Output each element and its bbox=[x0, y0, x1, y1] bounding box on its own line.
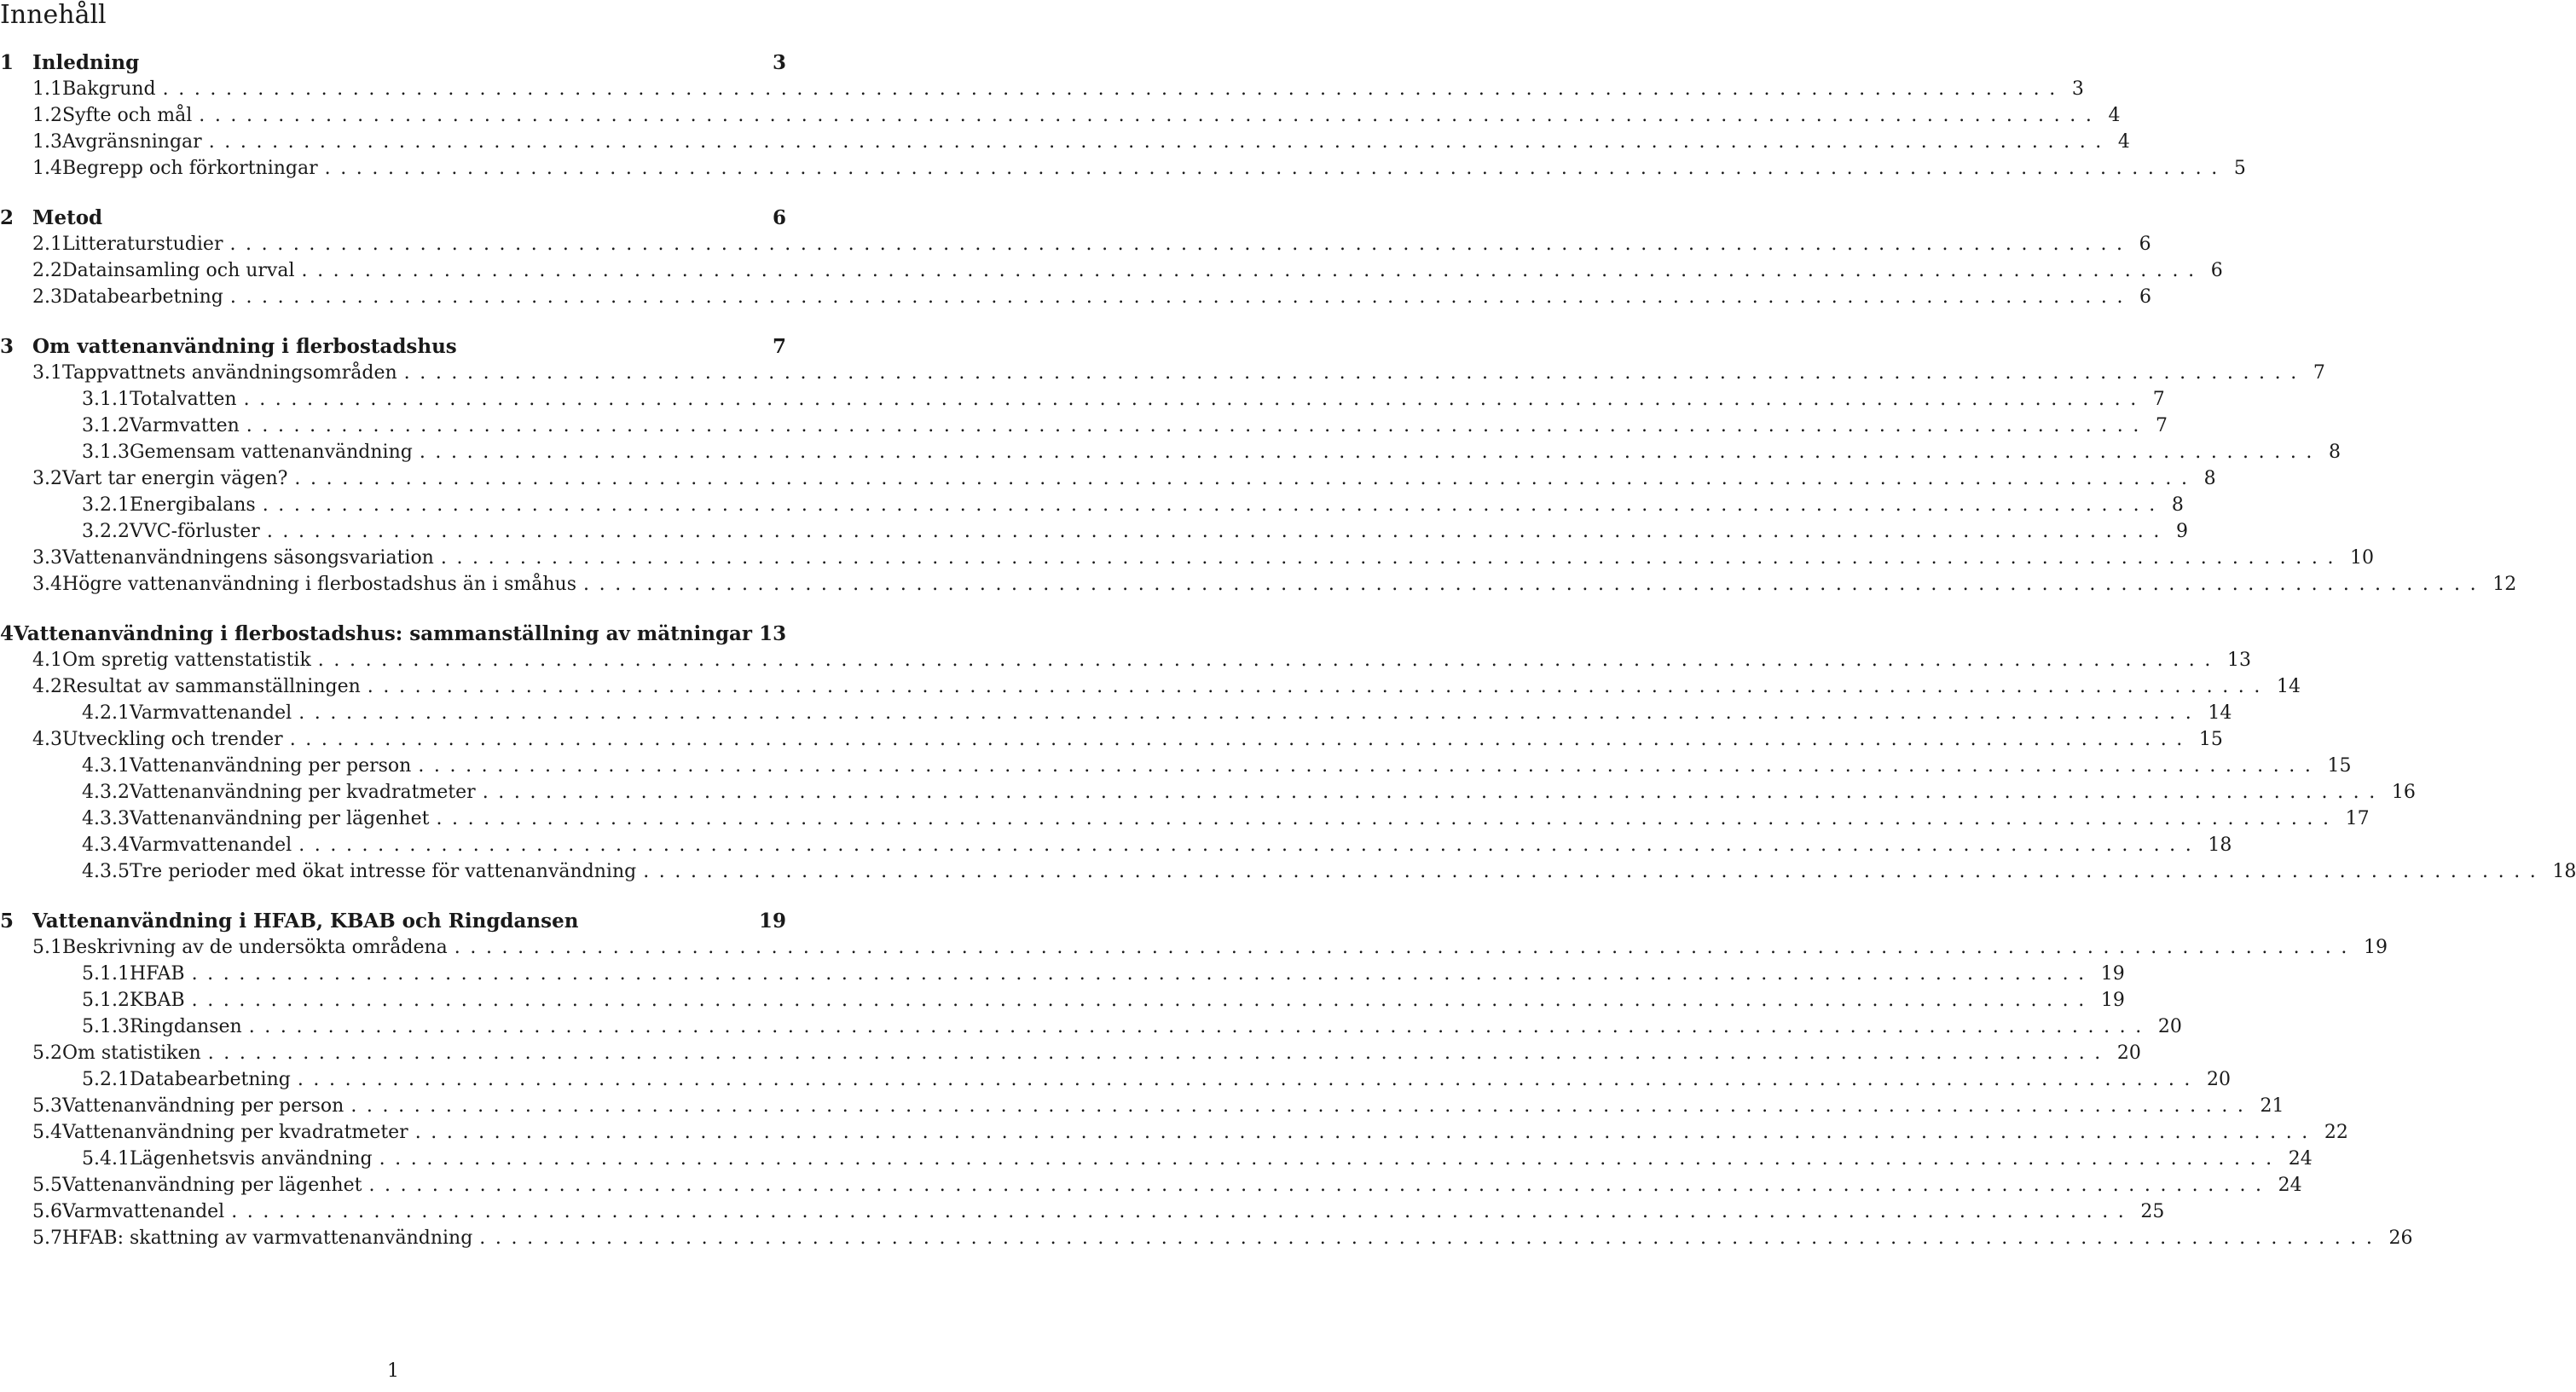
toc-entry-title: Vattenanvändning per lägenhet bbox=[62, 1175, 362, 1196]
dot-leader: ........................................................................................................................ bbox=[350, 1095, 2254, 1117]
toc-entry-number: 2.3 bbox=[32, 286, 62, 308]
toc-entry-section[interactable] bbox=[0, 258, 2223, 284]
toc-entry-number: 3.1.1 bbox=[82, 389, 130, 410]
dot-leader: ........................................................................................................................ bbox=[208, 131, 2111, 153]
dot-leader: ........................................................................................................................ bbox=[229, 234, 2133, 255]
toc-entry-title: Litteraturstudier bbox=[62, 234, 223, 255]
toc-entry-number: 4.3.3 bbox=[82, 808, 130, 829]
toc-entry-title: Vattenanvändning per person bbox=[62, 1095, 344, 1117]
toc-entry-page: 12 bbox=[2492, 574, 2517, 595]
toc-entry-title: Databearbetning bbox=[129, 1069, 291, 1090]
toc-entry-number: 4.3.4 bbox=[82, 835, 130, 856]
toc-entry-page: 6 bbox=[2210, 260, 2223, 281]
toc-entry-page: 7 bbox=[2313, 362, 2325, 384]
page-title: Innehåll bbox=[0, 0, 107, 30]
toc-entry-number: 1.2 bbox=[32, 105, 62, 126]
dot-leader: ........................................................................................................................ bbox=[297, 1069, 2201, 1090]
dot-leader: ........................................................................................................................ bbox=[246, 415, 2149, 436]
dot-leader: ........................................................................................................................ bbox=[643, 861, 2546, 882]
toc-entry-section[interactable] bbox=[0, 648, 2251, 673]
toc-entry-page: 14 bbox=[2276, 676, 2301, 697]
toc-entry-title: Tappvattnets användningsområden bbox=[62, 362, 397, 384]
toc-entry-section[interactable] bbox=[0, 674, 2301, 700]
toc-entry-number: 2 bbox=[0, 206, 14, 229]
toc-entry-number: 4.3 bbox=[32, 729, 62, 750]
toc-entry-title: Ringdansen bbox=[129, 1016, 242, 1037]
toc-entry-title: Varmvattenandel bbox=[129, 702, 292, 724]
dot-leader: ........................................................................................................................ bbox=[419, 442, 2323, 463]
toc-entry-chapter[interactable] bbox=[0, 334, 786, 360]
toc-entry-number: 3 bbox=[0, 335, 14, 358]
dot-leader: ........................................................................................................................ bbox=[266, 521, 2169, 542]
toc-entry-title: Vattenanvändning i HFAB, KBAB och Ringdansen bbox=[32, 910, 579, 933]
toc-entry-page: 13 bbox=[759, 622, 787, 645]
toc-entry-title: Vattenanvändning per kvadratmeter bbox=[62, 1122, 408, 1143]
toc-entry-title: Begrepp och förkortningar bbox=[62, 158, 318, 179]
dot-leader: ........................................................................................................................ bbox=[317, 650, 2220, 671]
dot-leader: ........................................................................................................................ bbox=[324, 158, 2227, 179]
toc-entry-page: 20 bbox=[2207, 1069, 2232, 1090]
toc-entry-title: Inledning bbox=[32, 51, 140, 74]
toc-entry-section[interactable] bbox=[0, 572, 2517, 598]
toc-entry-title: Varmvatten bbox=[129, 415, 240, 436]
toc-entry-section[interactable] bbox=[0, 130, 2130, 155]
dot-leader: ........................................................................................................................ bbox=[368, 1175, 2272, 1196]
toc-entry-subsection[interactable] bbox=[0, 988, 2125, 1014]
toc-entry-subsection[interactable] bbox=[0, 493, 2184, 518]
dot-leader: ........................................................................................................................ bbox=[403, 362, 2307, 384]
toc-entry-section[interactable] bbox=[0, 935, 2388, 961]
page-number: 1 bbox=[387, 1360, 399, 1382]
toc-entry-number: 5.6 bbox=[32, 1201, 62, 1222]
toc-entry-number: 1 bbox=[0, 51, 14, 74]
toc-entry-page: 6 bbox=[772, 206, 786, 229]
toc-entry-chapter[interactable] bbox=[0, 621, 786, 647]
toc-entry-title: Vattenanvändningens säsongsvariation bbox=[62, 547, 434, 569]
toc-entry-title: Vart tar energin vägen? bbox=[62, 468, 288, 489]
dot-leader: ........................................................................................................................ bbox=[207, 1043, 2110, 1064]
toc-entry-chapter[interactable] bbox=[0, 50, 786, 76]
toc-entry-title: Tre perioder med ökat intresse för vattenanvändning bbox=[129, 861, 637, 882]
dot-leader: ........................................................................................................................ bbox=[436, 808, 2339, 829]
toc-entry-title: Totalvatten bbox=[129, 389, 237, 410]
toc-entry-page: 19 bbox=[758, 910, 786, 933]
toc-entry-page: 3 bbox=[772, 51, 786, 74]
toc-entry-section[interactable] bbox=[0, 1094, 2284, 1119]
toc-entry-title: HFAB bbox=[129, 963, 185, 985]
dot-leader: ........................................................................................................................ bbox=[289, 729, 2192, 750]
toc-entry-section[interactable] bbox=[0, 1226, 2413, 1251]
toc-entry-title: Vattenanvändning per lägenhet bbox=[129, 808, 430, 829]
toc-entry-subsection[interactable] bbox=[0, 1014, 2182, 1040]
toc-entry-number: 5.7 bbox=[32, 1227, 62, 1249]
toc-entry-number: 4.3.5 bbox=[82, 861, 130, 882]
toc-entry-subsection[interactable] bbox=[0, 387, 2165, 413]
dot-leader: ........................................................................................................................ bbox=[482, 782, 2385, 803]
toc-entry-page: 7 bbox=[2152, 389, 2165, 410]
toc-entry-page: 26 bbox=[2388, 1227, 2413, 1249]
toc-entry-number: 5.2 bbox=[32, 1043, 62, 1064]
toc-entry-page: 21 bbox=[2260, 1095, 2284, 1117]
toc-entry-title: Varmvattenandel bbox=[129, 835, 292, 856]
toc-entry-page: 4 bbox=[2117, 131, 2130, 153]
toc-entry-page: 4 bbox=[2108, 105, 2121, 126]
toc-entry-subsection[interactable] bbox=[0, 806, 2370, 832]
toc-entry-subsection[interactable] bbox=[0, 701, 2232, 726]
dot-leader: ........................................................................................................................ bbox=[162, 78, 2065, 100]
toc-entry-page: 6 bbox=[2139, 286, 2152, 308]
toc-entry-number: 5.2.1 bbox=[82, 1069, 130, 1090]
toc-entry-subsection[interactable] bbox=[0, 1147, 2313, 1172]
toc-entry-number: 5 bbox=[0, 910, 14, 933]
toc-entry-number: 3.2.2 bbox=[82, 521, 130, 542]
dot-leader: ........................................................................................................................ bbox=[414, 1122, 2318, 1143]
toc-entry-title: KBAB bbox=[129, 990, 185, 1011]
toc-entry-subsection[interactable] bbox=[0, 859, 2576, 885]
dot-leader: ........................................................................................................................ bbox=[231, 1201, 2134, 1222]
toc-entry-subsection[interactable] bbox=[0, 440, 2342, 465]
dot-leader: ........................................................................................................................ bbox=[454, 937, 2357, 958]
toc-entry-title: Energibalans bbox=[129, 494, 256, 516]
toc-entry-number: 3.1.3 bbox=[82, 442, 130, 463]
toc-entry-page: 8 bbox=[2329, 442, 2342, 463]
toc-entry-title: Varmvattenandel bbox=[62, 1201, 225, 1222]
toc-entry-page: 19 bbox=[2100, 990, 2125, 1011]
toc-entry-page: 22 bbox=[2324, 1122, 2348, 1143]
toc-entry-number: 3.1.2 bbox=[82, 415, 130, 436]
dot-leader: ........................................................................................................................ bbox=[243, 389, 2146, 410]
toc-entry-subsection[interactable] bbox=[0, 833, 2232, 858]
toc-entry-page: 5 bbox=[2233, 158, 2246, 179]
dot-leader: ........................................................................................................................ bbox=[191, 990, 2094, 1011]
toc-entry-number: 4 bbox=[0, 622, 14, 645]
toc-entry-page: 13 bbox=[2226, 650, 2251, 671]
toc-entry-page: 24 bbox=[2278, 1175, 2302, 1196]
dot-leader: ........................................................................................................................ bbox=[229, 286, 2133, 308]
toc-entry-subsection[interactable] bbox=[0, 413, 2168, 439]
toc-entry-page: 19 bbox=[2363, 937, 2388, 958]
toc-entry-page: 15 bbox=[2198, 729, 2223, 750]
toc-entry-number: 5.1.3 bbox=[82, 1016, 130, 1037]
toc-entry-title: VVC-förluster bbox=[129, 521, 260, 542]
toc-entry-title: Utveckling och trender bbox=[62, 729, 283, 750]
toc-entry-page: 6 bbox=[2139, 234, 2151, 255]
toc-entry-number: 5.1 bbox=[32, 937, 62, 958]
toc-entry-title: Bakgrund bbox=[62, 78, 156, 100]
toc-entry-page: 10 bbox=[2350, 547, 2375, 569]
toc-entry-page: 19 bbox=[2100, 963, 2125, 985]
toc-entry-title: Vattenanvändning per kvadratmeter bbox=[129, 782, 476, 803]
toc-entry-number: 4.2 bbox=[32, 676, 62, 697]
toc-entry-section[interactable] bbox=[0, 546, 2375, 571]
toc-entry-section[interactable] bbox=[0, 77, 2084, 102]
toc-entry-section[interactable] bbox=[0, 727, 2223, 753]
toc-entry-number: 4.2.1 bbox=[82, 702, 130, 724]
dot-leader: ........................................................................................................................ bbox=[379, 1148, 2282, 1170]
toc-entry-number: 4.3.1 bbox=[82, 755, 130, 777]
toc-entry-number: 5.1.2 bbox=[82, 990, 130, 1011]
toc-entry-number: 3.2.1 bbox=[82, 494, 130, 516]
toc-entry-page: 14 bbox=[2208, 702, 2232, 724]
toc-entry-title: Metod bbox=[32, 206, 103, 229]
toc-entry-number: 2.1 bbox=[32, 234, 62, 255]
toc-entry-number: 2.2 bbox=[32, 260, 62, 281]
dot-leader: ........................................................................................................................ bbox=[298, 702, 2202, 724]
dot-leader: ........................................................................................................................ bbox=[301, 260, 2204, 281]
toc-entry-page: 8 bbox=[2171, 494, 2184, 516]
toc-entry-chapter[interactable] bbox=[0, 909, 786, 934]
toc-entry-number: 5.4 bbox=[32, 1122, 62, 1143]
toc-entry-title: Lägenhetsvis användning bbox=[129, 1148, 373, 1170]
dot-leader: ........................................................................................................................ bbox=[248, 1016, 2151, 1037]
toc-entry-title: Gemensam vattenanvändning bbox=[129, 442, 413, 463]
toc-entry-section[interactable] bbox=[0, 1120, 2348, 1146]
toc-entry-number: 5.3 bbox=[32, 1095, 62, 1117]
toc-entry-number: 1.4 bbox=[32, 158, 62, 179]
dot-leader: ........................................................................................................................ bbox=[583, 574, 2486, 595]
toc-entry-subsection[interactable] bbox=[0, 962, 2125, 987]
toc-entry-title: Om statistiken bbox=[62, 1043, 201, 1064]
toc-entry-page: 9 bbox=[2176, 521, 2188, 542]
toc-entry-title: Datainsamling och urval bbox=[62, 260, 295, 281]
dot-leader: ........................................................................................................................ bbox=[262, 494, 2165, 516]
toc-entry-subsection[interactable] bbox=[0, 780, 2416, 806]
toc-entry-page: 7 bbox=[2155, 415, 2168, 436]
toc-entry-title: Syfte och mål bbox=[62, 105, 193, 126]
toc-entry-title: Vattenanvändning per person bbox=[129, 755, 412, 777]
toc-entry-title: Högre vattenanvändning i flerbostadshus än i småhus bbox=[62, 574, 577, 595]
toc-entry-number: 1.3 bbox=[32, 131, 62, 153]
dot-leader: ........................................................................................................................ bbox=[191, 963, 2094, 985]
toc-entry-title: Om spretig vattenstatistik bbox=[62, 650, 311, 671]
toc-entry-title: Databearbetning bbox=[62, 286, 223, 308]
toc-entry-page: 18 bbox=[2552, 861, 2576, 882]
toc-entry-number: 5.4.1 bbox=[82, 1148, 130, 1170]
toc-entry-page: 3 bbox=[2071, 78, 2084, 100]
toc-entry-number: 3.2 bbox=[32, 468, 62, 489]
dot-leader: ........................................................................................................................ bbox=[367, 676, 2270, 697]
toc-entry-section[interactable] bbox=[0, 232, 2151, 257]
toc-entry-page: 17 bbox=[2345, 808, 2370, 829]
toc-entry-section[interactable] bbox=[0, 1199, 2165, 1225]
toc-entry-title: HFAB: skattning av varmvattenanvändning bbox=[62, 1227, 473, 1249]
toc-entry-title: Beskrivning av de undersökta områdena bbox=[62, 937, 448, 958]
toc-entry-page: 15 bbox=[2327, 755, 2352, 777]
dot-leader: ........................................................................................................................ bbox=[294, 468, 2197, 489]
toc-entry-title: Om vattenanvändning i flerbostadshus bbox=[32, 335, 457, 358]
toc-entry-number: 3.1 bbox=[32, 362, 62, 384]
dot-leader: ........................................................................................................................ bbox=[440, 547, 2344, 569]
toc-entry-section[interactable] bbox=[0, 156, 2246, 182]
toc-entry-page: 25 bbox=[2140, 1201, 2165, 1222]
toc-entry-number: 3.4 bbox=[32, 574, 62, 595]
toc-entry-section[interactable] bbox=[0, 285, 2152, 310]
toc-entry-page: 7 bbox=[772, 335, 786, 358]
toc-entry-subsection[interactable] bbox=[0, 754, 2352, 779]
toc-entry-page: 18 bbox=[2208, 835, 2232, 856]
toc-entry-page: 16 bbox=[2391, 782, 2416, 803]
toc-entry-section[interactable] bbox=[0, 466, 2216, 492]
toc-entry-page: 20 bbox=[2157, 1016, 2182, 1037]
toc-entry-section[interactable] bbox=[0, 103, 2121, 129]
dot-leader: ........................................................................................................................ bbox=[298, 835, 2202, 856]
dot-leader: ........................................................................................................................ bbox=[199, 105, 2102, 126]
toc-entry-title: Resultat av sammanställningen bbox=[62, 676, 361, 697]
dot-leader: ........................................................................................................................ bbox=[418, 755, 2321, 777]
toc-entry-section[interactable] bbox=[0, 361, 2325, 386]
toc-entry-number: 5.5 bbox=[32, 1175, 62, 1196]
toc-entry-number: 3.3 bbox=[32, 547, 62, 569]
toc-entry-title: Vattenanvändning i flerbostadshus: sammanställning av mätningar bbox=[14, 622, 753, 645]
toc-entry-chapter[interactable] bbox=[0, 205, 786, 231]
toc-entry-number: 1.1 bbox=[32, 78, 62, 100]
toc-entry-number: 4.3.2 bbox=[82, 782, 130, 803]
toc-entry-subsection[interactable] bbox=[0, 519, 2188, 545]
toc-entry-section[interactable] bbox=[0, 1173, 2302, 1199]
toc-entry-number: 4.1 bbox=[32, 650, 62, 671]
toc-entry-page: 24 bbox=[2288, 1148, 2313, 1170]
toc-entry-page: 20 bbox=[2116, 1043, 2141, 1064]
toc-entry-title: Avgränsningar bbox=[62, 131, 202, 153]
toc-entry-subsection[interactable] bbox=[0, 1067, 2232, 1093]
toc-entry-section[interactable] bbox=[0, 1041, 2141, 1066]
toc-entry-page: 8 bbox=[2203, 468, 2216, 489]
toc-entry-number: 5.1.1 bbox=[82, 963, 130, 985]
dot-leader: ........................................................................................................................ bbox=[479, 1227, 2382, 1249]
